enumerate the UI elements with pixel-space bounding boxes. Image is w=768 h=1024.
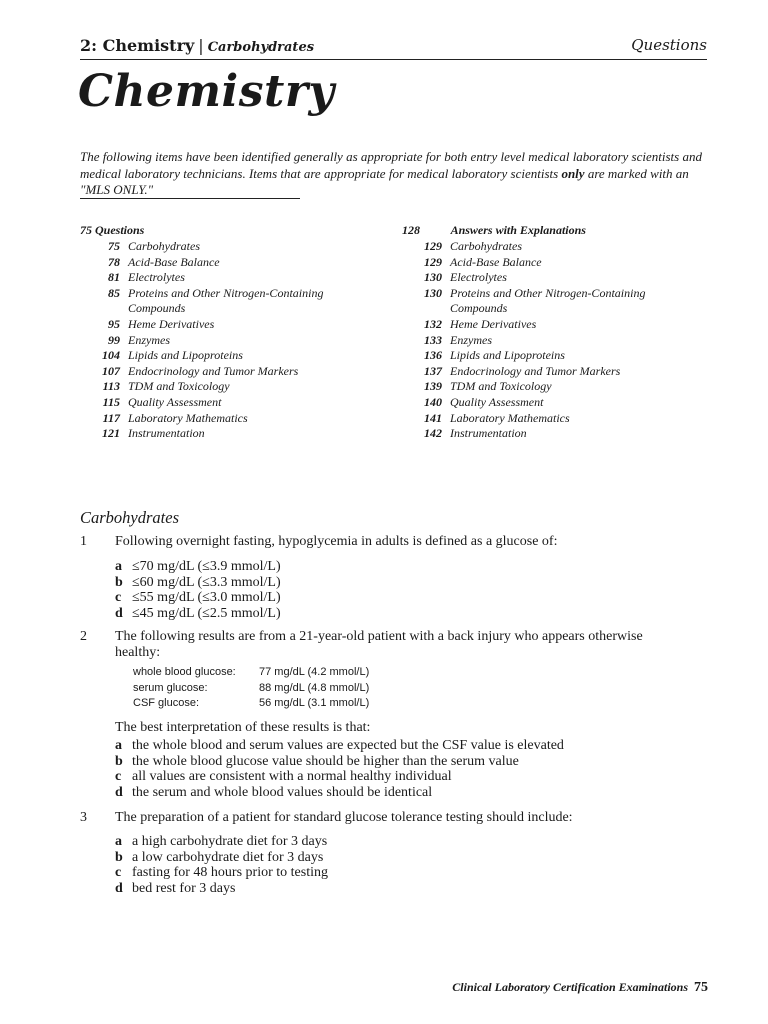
option-letter: a <box>115 834 122 849</box>
option-text: ≤45 mg/dL (≤2.5 mmol/L) <box>132 605 281 621</box>
option-text: a low carbohydrate diet for 3 days <box>132 849 324 865</box>
page-footer <box>452 980 708 996</box>
toc-answers-entry-page: 133 <box>424 332 442 347</box>
answer-option-c <box>115 769 452 785</box>
option-letter: d <box>115 880 123 896</box>
page-number: 75 <box>694 980 708 995</box>
result-label: CSF glucose: <box>133 697 200 709</box>
option-letter: a <box>115 559 122 574</box>
toc-answers-entry-page: 139 <box>424 379 442 394</box>
answer-option-b <box>115 754 519 770</box>
result-value: 77 mg/dL (4.2 mmol/L) <box>259 666 370 678</box>
toc-questions-entry-page: 115 <box>102 395 120 409</box>
toc-questions-entry-label: Compounds <box>128 301 186 316</box>
toc-questions-entry-label: TDM and Toxicology <box>128 379 230 394</box>
toc-questions-entry-label: Heme Derivatives <box>128 317 215 331</box>
toc-answers-entry-label: Proteins and Other Nitrogen-Containing <box>450 285 646 300</box>
answer-option-c <box>115 865 328 881</box>
footer-book-title: Clinical Laboratory Certification Examinations <box>452 980 688 994</box>
intro-tail: are marked with an "MLS ONLY." <box>80 165 689 197</box>
toc-questions-entry-label: Instrumentation <box>128 426 205 441</box>
result-value: 88 mg/dL (4.8 mmol/L) <box>259 681 370 694</box>
toc-answers-entry-label: Lipids and Lipoproteins <box>450 348 565 363</box>
toc-questions-entry-label: Quality Assessment <box>128 395 222 409</box>
result-label: serum glucose: <box>133 681 208 694</box>
answer-option-a <box>115 834 327 850</box>
answer-option-d <box>115 606 281 622</box>
toc-questions-entry-label: Electrolytes <box>128 270 185 285</box>
answer-option-b <box>115 850 323 866</box>
option-text: all values are consistent with a normal healthy individual <box>132 769 452 784</box>
intro-paragraph <box>80 149 710 199</box>
question-text: The following results are from a 21-year-old patient with a back injury who appears otherwise healthy: <box>115 629 643 660</box>
option-text: ≤60 mg/dL (≤3.3 mmol/L) <box>132 574 281 590</box>
answer-option-d <box>115 881 235 897</box>
question-3 <box>80 810 700 900</box>
toc-answers-entry-label: Heme Derivatives <box>450 317 537 331</box>
toc-answers-entry-page: 129 <box>424 239 442 253</box>
toc-questions-entry-page: 75 <box>108 239 120 253</box>
header-right-label: Questions <box>631 36 707 54</box>
question-1 <box>80 534 700 624</box>
toc-answers-entry-label: Electrolytes <box>450 270 507 285</box>
toc-answers-entry-label: Carbohydrates <box>450 239 522 253</box>
toc-questions <box>80 223 380 453</box>
toc-questions-head-label: Questions <box>95 223 145 237</box>
toc-answers-entry-label: Enzymes <box>450 332 492 347</box>
option-text: the serum and whole blood values should be identical <box>132 784 433 800</box>
question-number: 2 <box>80 629 87 644</box>
toc-questions-entry-page: 81 <box>108 270 120 285</box>
toc-answers-entry-page: 132 <box>424 317 442 331</box>
toc-questions-entry-label: Proteins and Other Nitrogen-Containing <box>128 285 324 300</box>
option-text: ≤55 mg/dL (≤3.0 mmol/L) <box>132 590 281 605</box>
toc-questions-entry-label: Acid-Base Balance <box>128 254 220 269</box>
option-letter: a <box>115 738 122 753</box>
toc-questions-entry-page: 95 <box>108 317 120 331</box>
toc-questions-head-num: 75 <box>80 223 92 237</box>
toc-answers-entry-label: Quality Assessment <box>450 395 544 409</box>
toc-answers-entry-label: Compounds <box>450 301 508 316</box>
answer-option-a <box>115 559 281 575</box>
option-letter: b <box>115 574 123 590</box>
toc-answers-entry-page: 136 <box>424 348 442 363</box>
toc-questions-heading <box>80 223 144 238</box>
toc-answers-entry-label: Laboratory Mathematics <box>450 410 570 425</box>
toc-answers-entry-page: 140 <box>424 395 442 409</box>
section-title: Carbohydrates <box>80 508 179 527</box>
question-number: 1 <box>80 534 87 549</box>
answer-option-d <box>115 785 432 801</box>
toc-answers <box>402 223 722 453</box>
toc-questions-entry-page: 99 <box>108 332 120 347</box>
toc-answers-entry-label: Acid-Base Balance <box>450 254 542 269</box>
header-subsection: Carbohydrates <box>207 40 315 55</box>
option-letter: d <box>115 784 123 800</box>
lab-results <box>133 666 433 714</box>
toc-answers-entry-page: 142 <box>424 426 442 441</box>
option-letter: b <box>115 753 123 769</box>
toc-questions-entry-label: Carbohydrates <box>128 239 200 253</box>
answer-option-b <box>115 575 281 591</box>
result-value: 56 mg/dL (3.1 mmol/L) <box>259 697 370 709</box>
intro-text: The following items have been identified generally as appropriate for both entry level medical laboratory scientists and medical laboratory technicians. Items that are appropriate for medical laboratory scientists <box>80 149 702 181</box>
toc-answers-head-label: Answers with Explanations <box>450 223 586 237</box>
toc-questions-entry-page: 113 <box>102 379 120 394</box>
option-text: a high carbohydrate diet for 3 days <box>132 834 328 849</box>
option-text: the whole blood and serum values are expected but the CSF value is elevated <box>132 738 564 753</box>
toc-answers-entry-label: Instrumentation <box>450 426 527 441</box>
option-letter: b <box>115 849 123 865</box>
option-letter: d <box>115 605 123 621</box>
toc-answers-heading <box>402 223 586 238</box>
toc-questions-entry-label: Laboratory Mathematics <box>128 410 248 425</box>
toc-questions-entry-page: 117 <box>102 410 120 425</box>
toc-answers-entry-page: 129 <box>424 254 442 269</box>
toc-questions-entry-page: 85 <box>108 285 120 300</box>
question-number: 3 <box>80 810 87 825</box>
question-text: Following overnight fasting, hypoglycemia in adults is defined as a glucose of: <box>115 534 558 549</box>
toc-questions-entry-page: 78 <box>108 254 120 269</box>
toc-questions-entry-label: Enzymes <box>128 332 170 347</box>
running-header <box>80 36 707 60</box>
toc-questions-entry-page: 121 <box>102 426 120 441</box>
header-separator: | <box>198 36 204 55</box>
option-letter: c <box>115 865 122 880</box>
toc-questions-entry-page: 107 <box>102 363 120 378</box>
toc-questions-entry-page: 104 <box>102 348 120 363</box>
option-letter: c <box>115 769 122 784</box>
intro-bold: only <box>561 165 585 181</box>
toc-answers-entry-label: Endocrinology and Tumor Markers <box>450 363 621 378</box>
answer-option-a <box>115 738 564 754</box>
toc-answers-entry-page: 141 <box>424 410 442 425</box>
result-label: whole blood glucose: <box>133 666 236 678</box>
header-chapter: 2: Chemistry <box>80 36 195 55</box>
toc-answers-head-num: 128 <box>402 223 420 237</box>
question-2 <box>80 629 700 809</box>
toc-answers-entry-page: 137 <box>424 363 442 378</box>
question-text: The preparation of a patient for standard glucose tolerance testing should include: <box>115 810 573 825</box>
toc-answers-entry-page: 130 <box>424 285 442 300</box>
answer-option-c <box>115 590 281 606</box>
option-text: ≤70 mg/dL (≤3.9 mmol/L) <box>132 559 281 574</box>
question-prompt: The best interpretation of these results is that: <box>115 720 371 735</box>
intro-underline <box>80 198 300 199</box>
header-chapter-line <box>80 36 314 55</box>
option-text: the whole blood glucose value should be higher than the serum value <box>132 753 519 769</box>
toc-answers-entry-label: TDM and Toxicology <box>450 379 552 394</box>
option-letter: c <box>115 590 122 605</box>
toc-questions-entry-label: Lipids and Lipoproteins <box>128 348 243 363</box>
option-text: fasting for 48 hours prior to testing <box>132 865 328 880</box>
toc-answers-entry-page: 130 <box>424 270 442 285</box>
page-title: Chemistry <box>78 66 335 117</box>
toc-questions-entry-label: Endocrinology and Tumor Markers <box>128 363 299 378</box>
option-text: bed rest for 3 days <box>132 880 236 896</box>
